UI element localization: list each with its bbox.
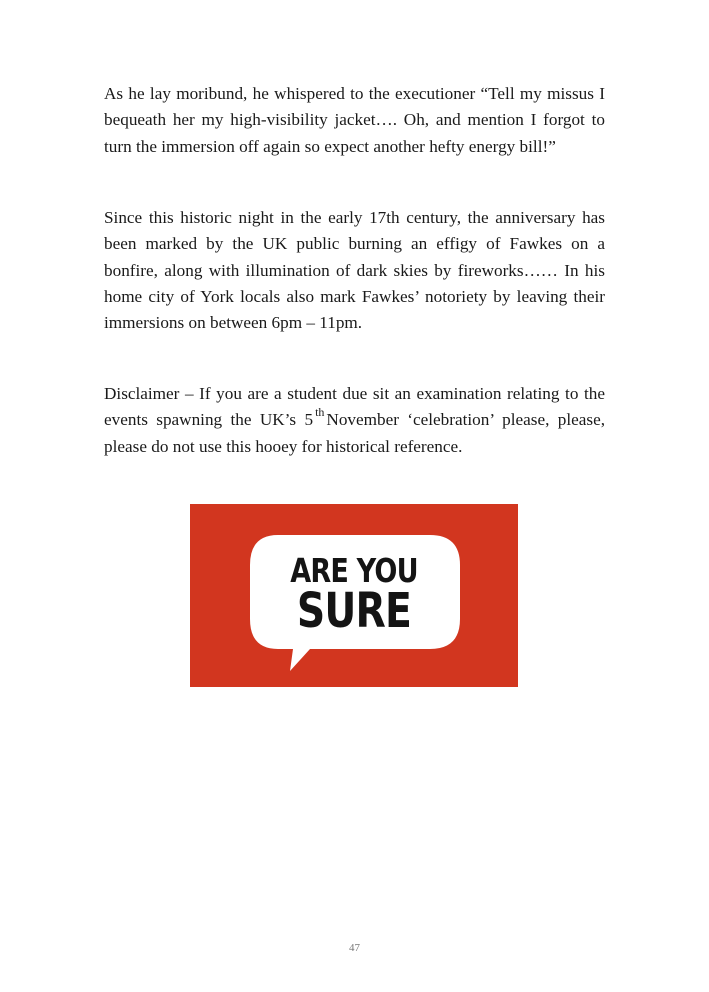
paragraph-disclaimer bbox=[104, 381, 605, 460]
page-number: 47 bbox=[349, 942, 360, 954]
paragraph-executioner-quote: As he lay moribund, he whispered to the executioner “Tell my missus I bequeath her my high-visibility jacket…. Oh, and mention I forgot to turn the immersion off again so expect another hefty energy bill!” bbox=[104, 84, 605, 156]
bubble-text-are-you: ARE YOU bbox=[290, 551, 418, 590]
disclaimer-text-start: Disclaimer – If you are a student due sit an examination relating to the events spawning the UK’s 5 bbox=[104, 384, 605, 430]
paragraph-anniversary: Since this historic night in the early 17th century, the anniversary has been marked by the UK public burning an effigy of Fawkes on a bonfire, along with illumination of dark skies by fireworks…… In his home city of York locals also mark Fawkes’ notoriety by leaving their immersions on between 6pm – 11pm. bbox=[104, 208, 605, 333]
disclaimer-text-end: November ‘celebration’ please, please, please do not use this hooey for historical reference. bbox=[104, 410, 605, 456]
ordinal-suffix: th bbox=[315, 405, 325, 420]
bubble-text-sure: SURE bbox=[296, 583, 412, 639]
are-you-sure-image bbox=[190, 504, 518, 687]
